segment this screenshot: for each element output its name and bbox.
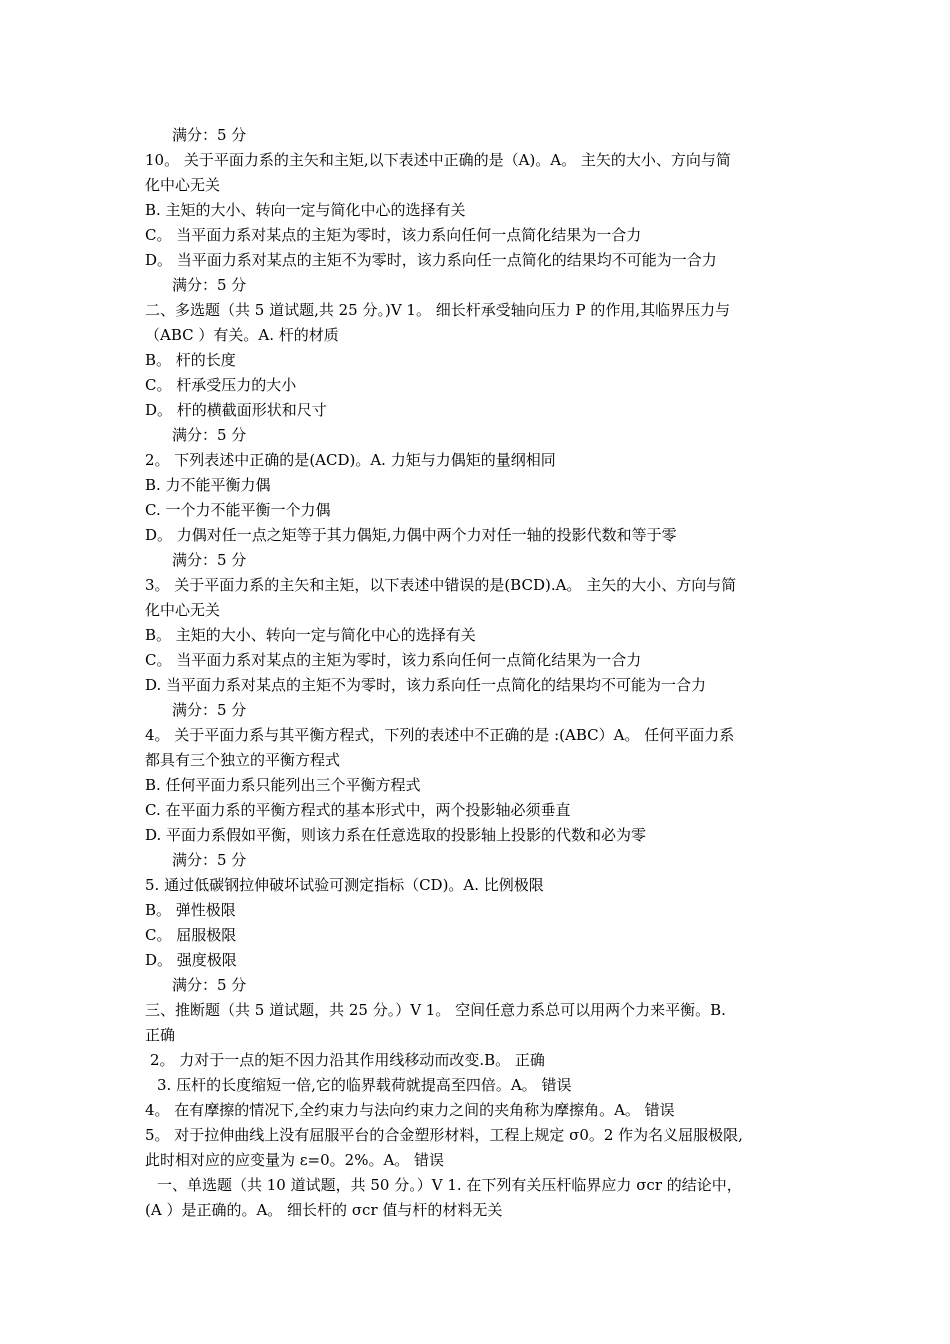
text-line: (A ）是正确的。A。 细长杆的 σcr 值与杆的材料无关 bbox=[145, 1201, 503, 1219]
text-line: 10。 关于平面力系的主矢和主矩,以下表述中正确的是（A)。A。 主矢的大小、方向与简 bbox=[145, 151, 731, 169]
text-line: 满分：5 分 bbox=[172, 276, 247, 294]
text-line: D。 杆的横截面形状和尺寸 bbox=[145, 401, 327, 419]
text-line: 满分：5 分 bbox=[172, 976, 247, 994]
text-line: 三、推断题（共 5 道试题，共 25 分。）V 1。 空间任意力系总可以用两个力来平衡。B. bbox=[145, 1001, 726, 1019]
text-line: 此时相对应的应变量为 ε=0。2%。A。 错误 bbox=[145, 1151, 445, 1169]
text-line: 二、多选题（共 5 道试题,共 25 分。)V 1。 细长杆承受轴向压力 P 的作用,其临界压力与 bbox=[145, 301, 731, 319]
text-line: C。 杆承受压力的大小 bbox=[145, 376, 297, 394]
text-line: 正确 bbox=[145, 1026, 176, 1044]
text-line: B. 力不能平衡力偶 bbox=[145, 476, 271, 494]
text-line: B. 主矩的大小、转向一定与简化中心的选择有关 bbox=[145, 201, 466, 219]
text-line: B。 弹性极限 bbox=[145, 901, 236, 919]
text-line: 5。 对于拉伸曲线上没有屈服平台的合金塑形材料，工程上规定 σ0。2 作为名义屈服极限, bbox=[145, 1126, 743, 1144]
text-line: C。 当平面力系对某点的主矩为零时，该力系向任何一点简化结果为一合力 bbox=[145, 226, 642, 244]
text-line: 一、单选题（共 10 道试题，共 50 分。）V 1. 在下列有关压杆临界应力 σcr 的结论中， bbox=[157, 1176, 742, 1194]
text-line: 化中心无关 bbox=[145, 176, 221, 194]
text-line: B。 主矩的大小、转向一定与简化中心的选择有关 bbox=[145, 626, 476, 644]
text-line: C。 屈服极限 bbox=[145, 926, 237, 944]
text-line: B. 任何平面力系只能列出三个平衡方程式 bbox=[145, 776, 421, 794]
document-page bbox=[145, 123, 813, 1223]
text-line: 满分：5 分 bbox=[172, 701, 247, 719]
text-line: D。 当平面力系对某点的主矩不为零时，该力系向任一点简化的结果均不可能为一合力 bbox=[145, 251, 717, 269]
text-line: 3. 压杆的长度缩短一倍,它的临界载荷就提高至四倍。A。 错误 bbox=[157, 1076, 572, 1094]
text-line: 满分：5 分 bbox=[172, 551, 247, 569]
text-line: D. 当平面力系对某点的主矩不为零时，该力系向任一点简化的结果均不可能为一合力 bbox=[145, 676, 707, 694]
text-line: D。 强度极限 bbox=[145, 951, 237, 969]
text-line: D。 力偶对任一点之矩等于其力偶矩,力偶中两个力对任一轴的投影代数和等于零 bbox=[145, 526, 677, 544]
text-line: 5. 通过低碳钢拉伸破坏试验可测定指标（CD)。A. 比例极限 bbox=[145, 876, 544, 894]
text-line: C. 一个力不能平衡一个力偶 bbox=[145, 501, 331, 519]
text-line: 2。 力对于一点的矩不因力沿其作用线移动而改变.B。 正确 bbox=[150, 1051, 545, 1069]
text-line: 3。 关于平面力系的主矢和主矩，以下表述中错误的是(BCD).A。 主矢的大小、方向与简 bbox=[145, 576, 737, 594]
text-line: 满分：5 分 bbox=[172, 426, 247, 444]
text-line: C。 当平面力系对某点的主矩为零时，该力系向任何一点简化结果为一合力 bbox=[145, 651, 642, 669]
text-line: C. 在平面力系的平衡方程式的基本形式中，两个投影轴必须垂直 bbox=[145, 801, 571, 819]
text-line: 满分：5 分 bbox=[172, 126, 247, 144]
text-line: B。 杆的长度 bbox=[145, 351, 236, 369]
text-line: 化中心无关 bbox=[145, 601, 221, 619]
text-line: 满分：5 分 bbox=[172, 851, 247, 869]
text-line: （ABC ）有关。A. 杆的材质 bbox=[145, 326, 339, 344]
text-line: 4。 在有摩擦的情况下,全约束力与法向约束力之间的夹角称为摩擦角。A。 错误 bbox=[145, 1101, 675, 1119]
text-line: 2。 下列表述中正确的是(ACD)。A. 力矩与力偶矩的量纲相同 bbox=[145, 451, 556, 469]
text-line: D. 平面力系假如平衡，则该力系在任意选取的投影轴上投影的代数和必为零 bbox=[145, 826, 647, 844]
text-line: 4。 关于平面力系与其平衡方程式，下列的表述中不正确的是 :(ABC）A。 任何平面力系 bbox=[145, 726, 735, 744]
text-line: 都具有三个独立的平衡方程式 bbox=[145, 751, 341, 769]
